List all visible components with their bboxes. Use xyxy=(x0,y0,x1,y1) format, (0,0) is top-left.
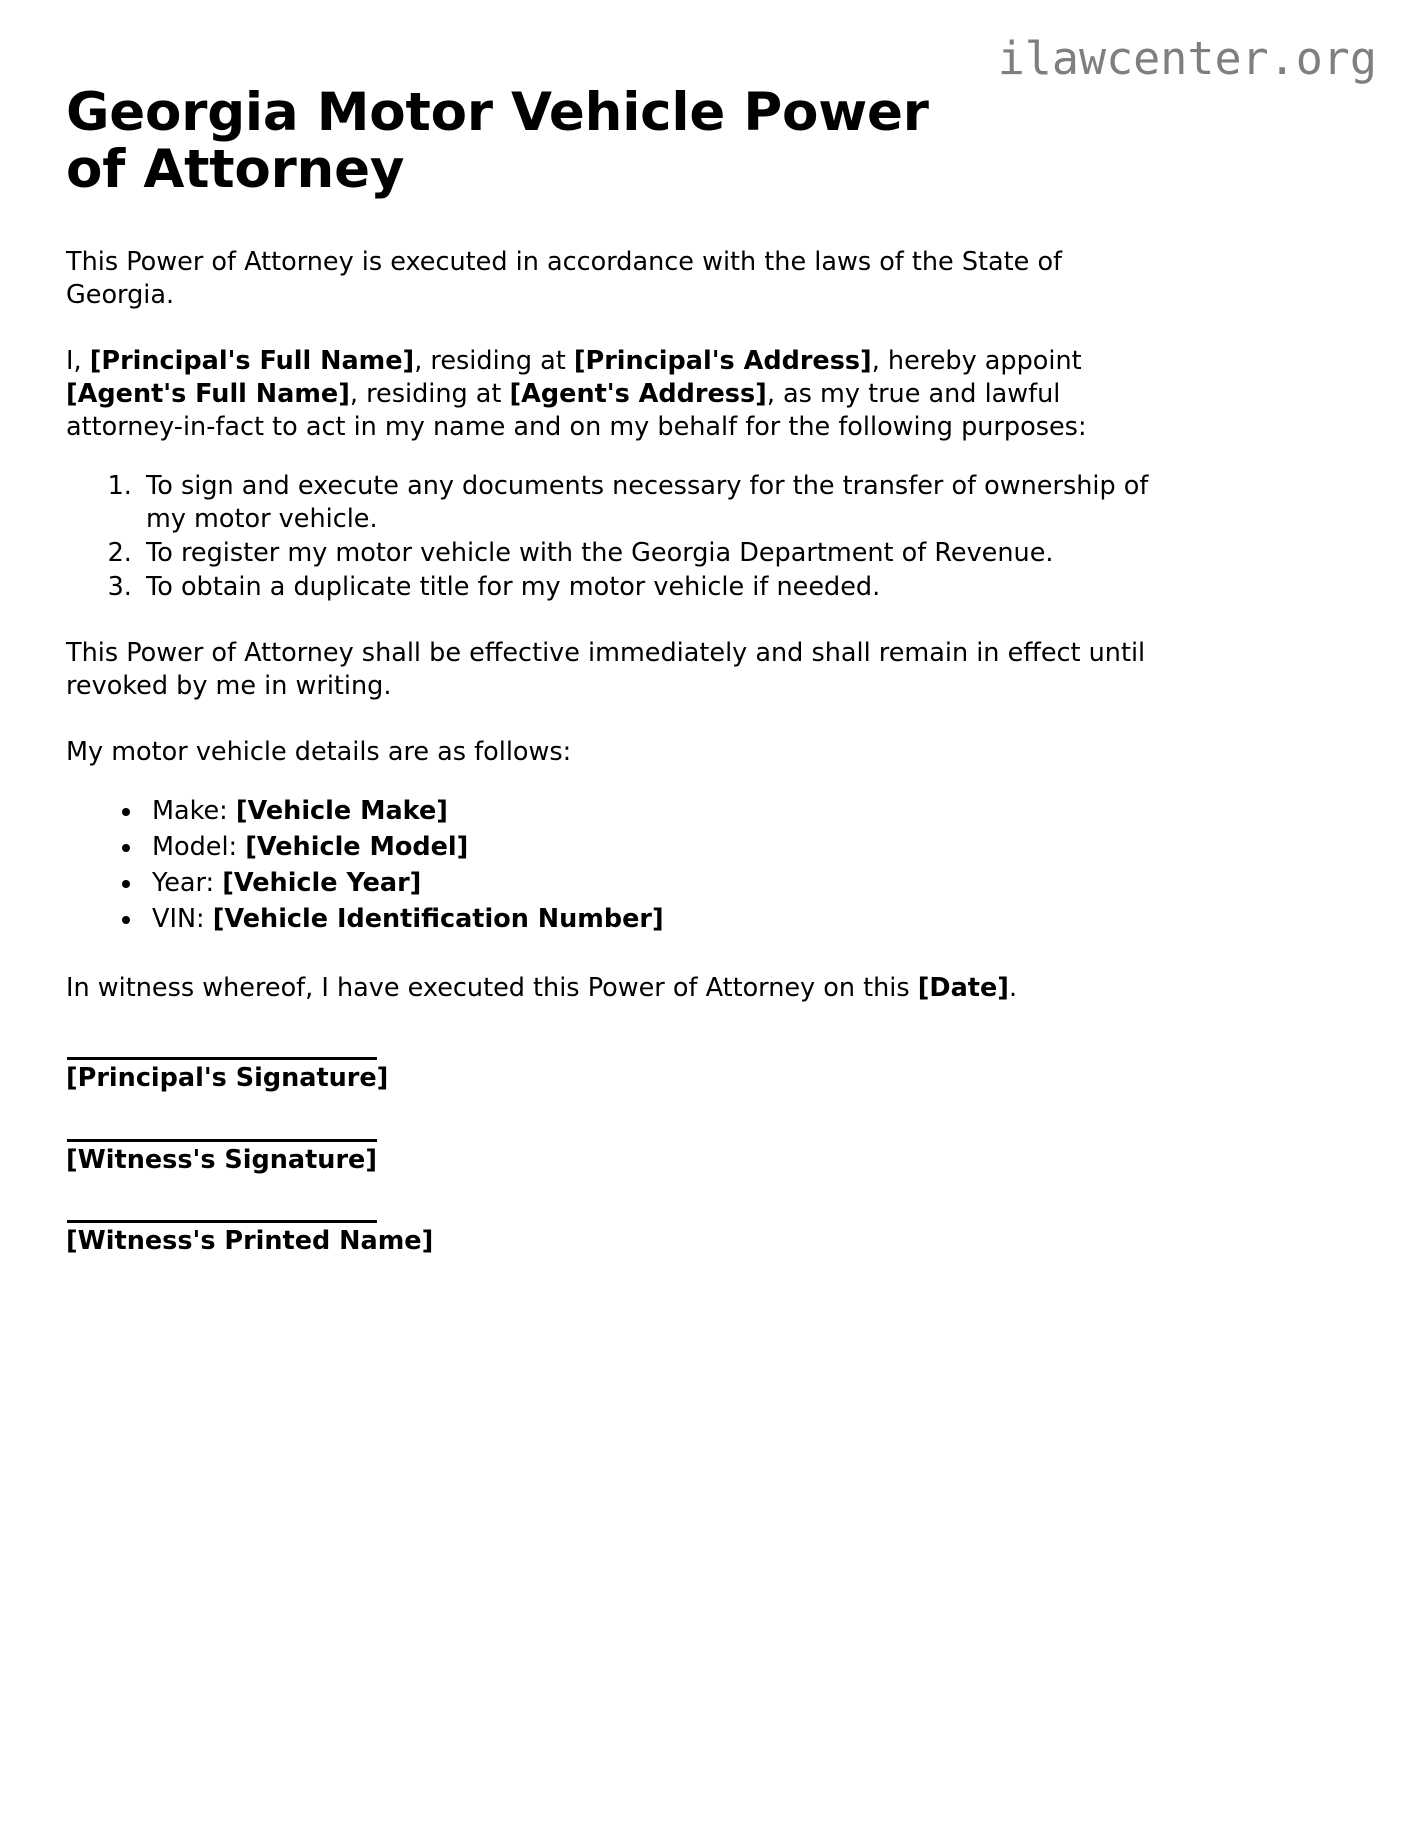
vehicle-year-label: Year: xyxy=(152,867,223,898)
list-item: 1. To sign and execute any documents necessary for the transfer of ownership of my motor vehicle. xyxy=(140,470,1156,536)
vehicle-vin-placeholder: [Vehicle Identification Number] xyxy=(212,903,664,934)
list-item xyxy=(144,867,1156,900)
witness-signature-block xyxy=(66,1095,1156,1177)
signature-line xyxy=(67,1220,377,1223)
witness-clause-seg-2: . xyxy=(1008,972,1018,1003)
agent-address-placeholder: [Agent's Address] xyxy=(509,379,767,410)
effective-clause-paragraph: This Power of Attorney shall be effective immediately and shall remain in effect until revoked by me in writing. xyxy=(66,638,1146,702)
witness-clause-paragraph xyxy=(66,939,1156,1005)
signature-line xyxy=(67,1139,377,1142)
vehicle-vin-label: VIN: xyxy=(152,903,213,934)
vehicle-model-placeholder: [Vehicle Model] xyxy=(245,832,469,863)
witness-printed-name-label: [Witness's Printed Name] xyxy=(66,1226,434,1257)
list-item xyxy=(144,795,1156,828)
list-item xyxy=(144,903,1156,936)
principal-name-placeholder: [Principal's Full Name] xyxy=(89,346,415,377)
witness-clause-seg-1: In witness whereof, I have executed this Power of Attorney on this xyxy=(66,972,918,1003)
appointment-seg-5: , as my true and lawful attorney-in-fact to act in my name and on my behalf for the following purposes: xyxy=(66,379,1087,443)
document-page xyxy=(66,0,1156,1258)
list-item: 2. To register my motor vehicle with the Georgia Department of Revenue. xyxy=(140,537,1156,570)
vehicle-make-label: Make: xyxy=(152,796,236,827)
vehicle-make-placeholder: [Vehicle Make] xyxy=(235,796,448,827)
appointment-seg-1: I, xyxy=(66,346,90,377)
vehicle-details-list xyxy=(66,769,1156,936)
date-placeholder: [Date] xyxy=(917,972,1009,1003)
principal-signature-block xyxy=(66,1005,1156,1095)
vehicle-model-label: Model: xyxy=(152,832,246,863)
appointment-seg-2: , residing at xyxy=(414,346,574,377)
list-item: 3. To obtain a duplicate title for my motor vehicle if needed. xyxy=(140,571,1156,604)
appointment-seg-4: , residing at xyxy=(349,379,510,410)
witness-printed-name-block xyxy=(66,1176,1156,1258)
site-watermark: ilawcenter.org xyxy=(997,32,1377,85)
vehicle-details-intro: My motor vehicle details are as follows: xyxy=(66,737,572,768)
appointment-seg-3: , hereby appoint xyxy=(871,346,1082,377)
signature-line xyxy=(67,1057,377,1060)
witness-signature-label: [Witness's Signature] xyxy=(66,1144,377,1175)
principal-address-placeholder: [Principal's Address] xyxy=(573,346,872,377)
agent-name-placeholder: [Agent's Full Name] xyxy=(66,379,350,410)
purposes-list xyxy=(66,444,1156,604)
vehicle-year-placeholder: [Vehicle Year] xyxy=(222,867,422,898)
principal-signature-label: [Principal's Signature] xyxy=(66,1062,389,1093)
list-item xyxy=(144,831,1156,864)
appointment-paragraph xyxy=(66,312,1156,444)
page-title: Georgia Motor Vehicle Power of Attorney xyxy=(66,82,929,201)
intro-paragraph: This Power of Attorney is executed in accordance with the laws of the State of Georgia. xyxy=(66,247,1063,311)
